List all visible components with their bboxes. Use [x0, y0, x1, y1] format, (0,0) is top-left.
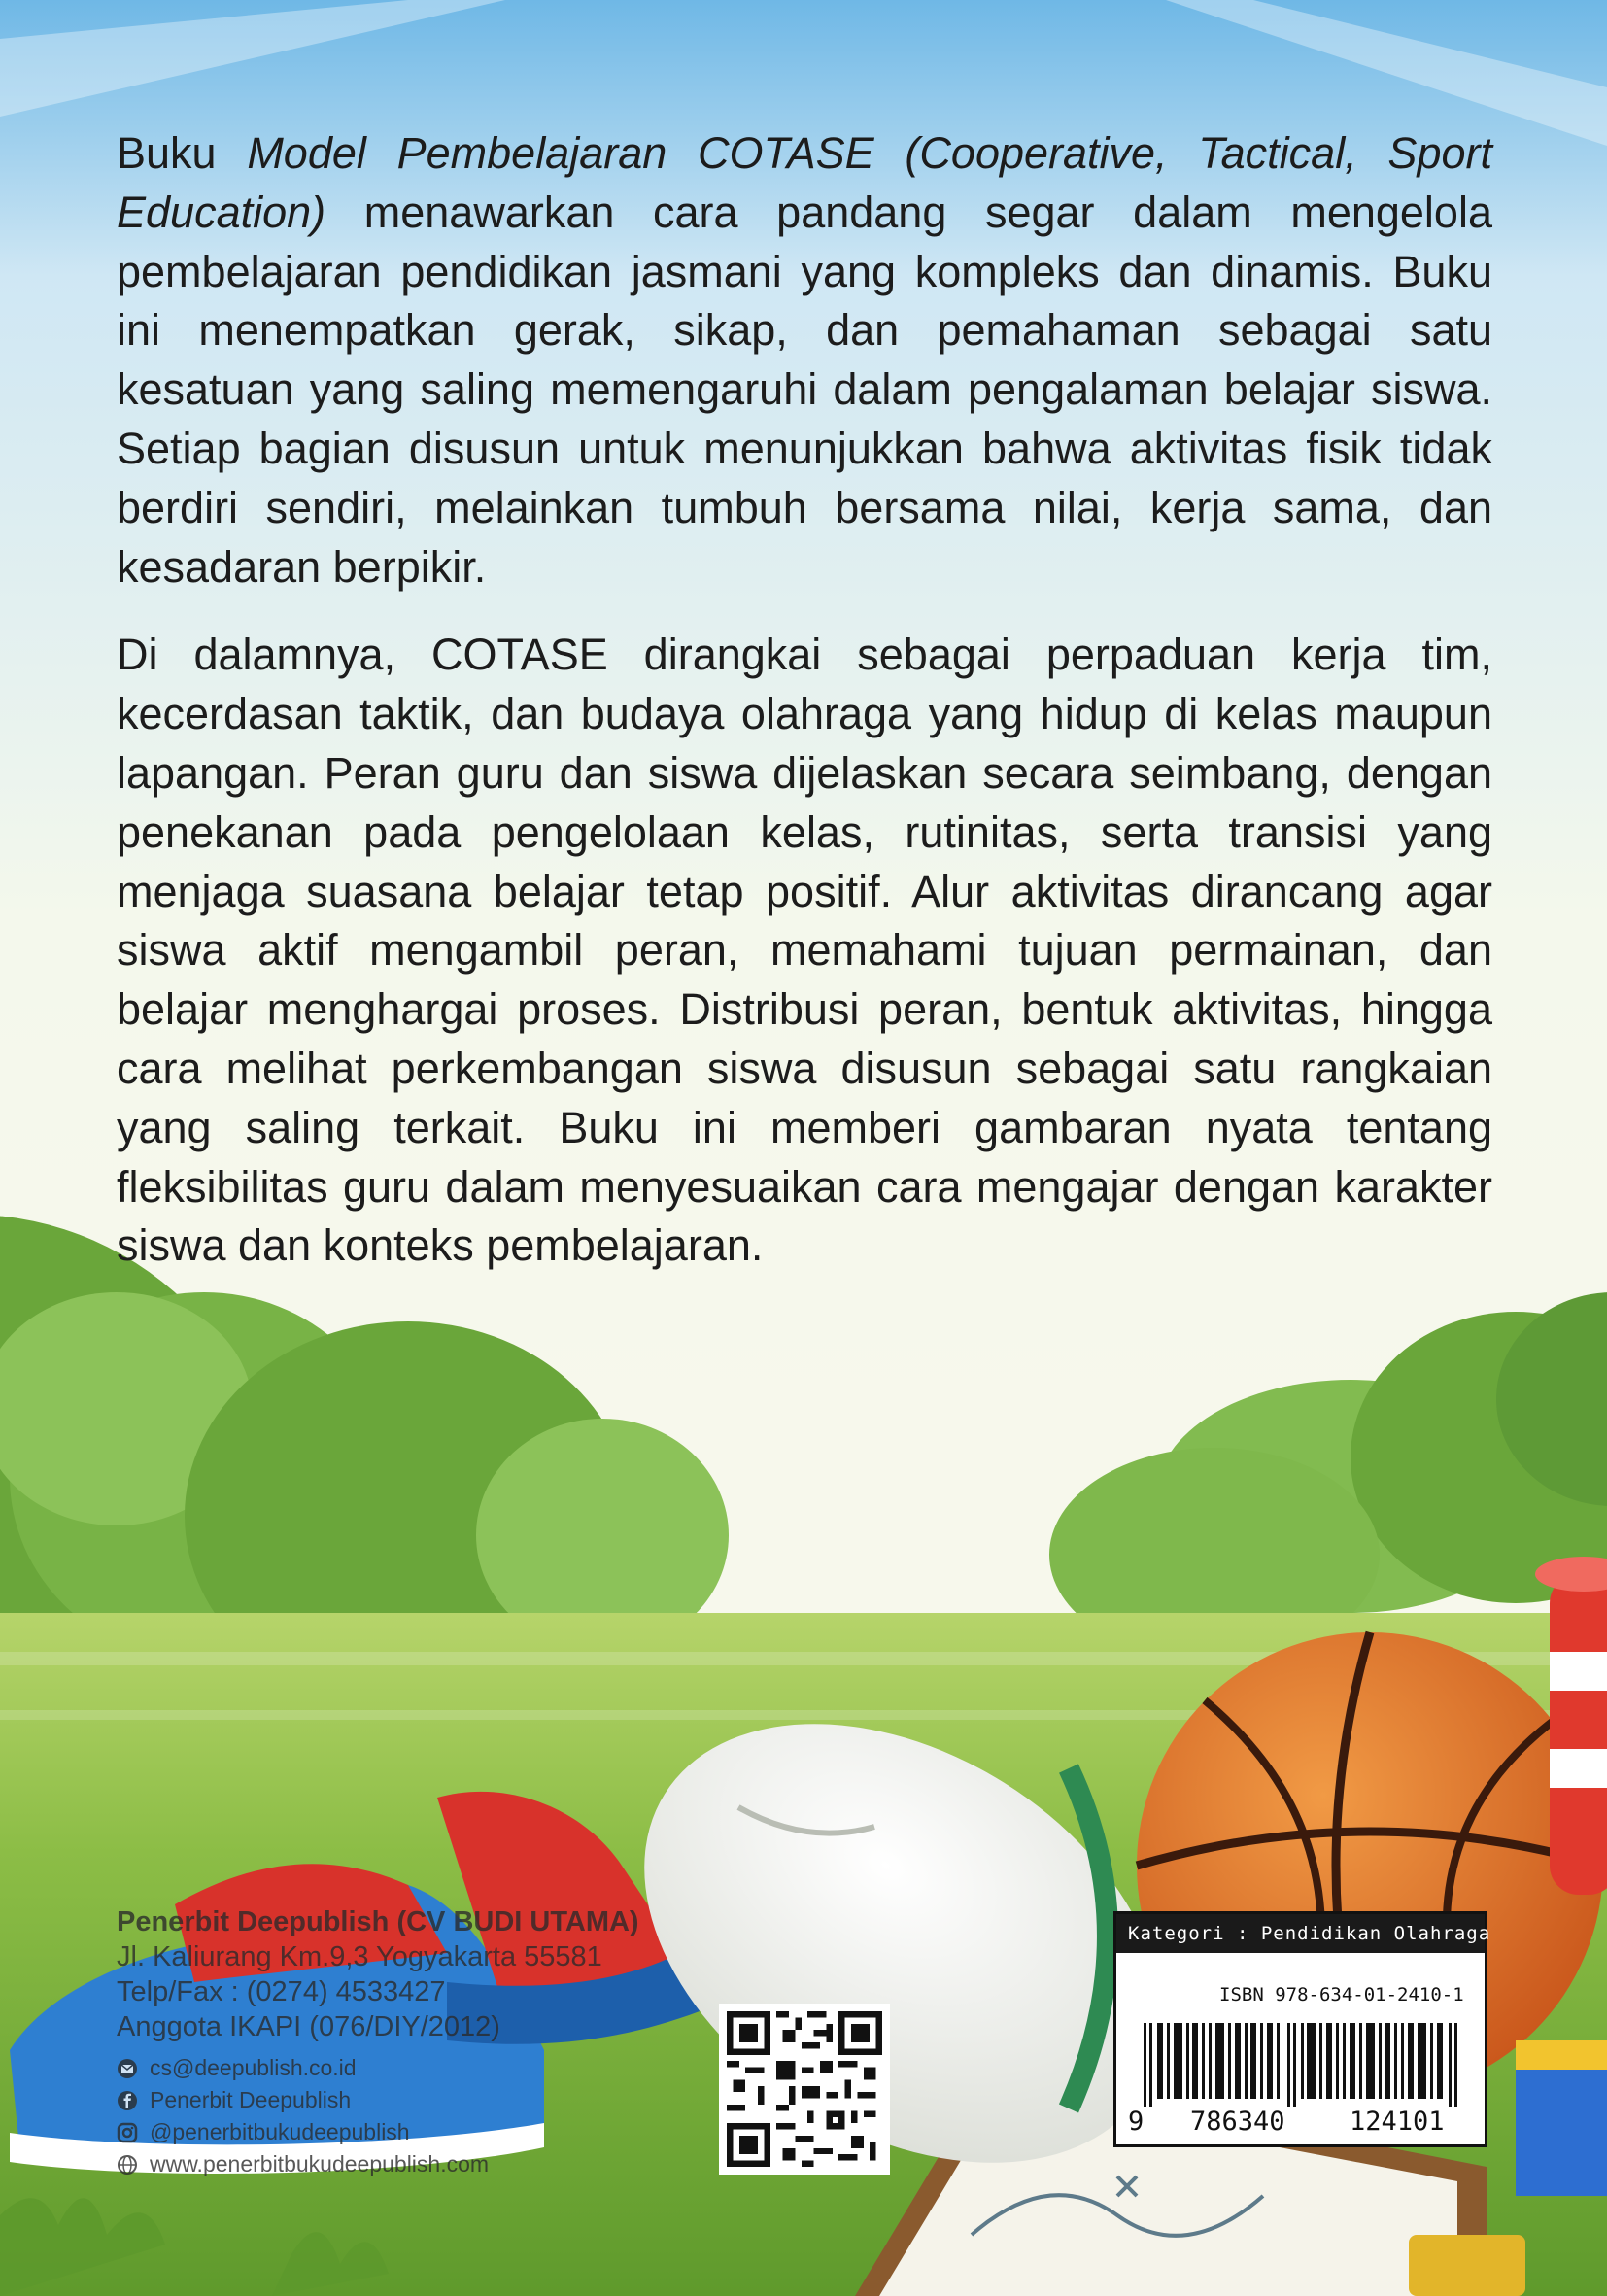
barcode-digit-group-2: 124101	[1350, 2107, 1445, 2137]
publisher-info	[117, 1904, 700, 2180]
facebook-icon	[117, 2090, 138, 2111]
barcode-bars	[1144, 2023, 1464, 2107]
isbn-number: ISBN 978-634-01-2410-1	[1219, 1984, 1464, 2005]
email-text: cs@deepublish.co.id	[150, 2055, 357, 2080]
contact-email	[117, 2052, 700, 2084]
facebook-text: Penerbit Deepublish	[150, 2087, 352, 2112]
blurb-paragraph-2: Di dalamnya, COTASE dirangkai sebagai perpaduan kerja tim, kecerdasan taktik, dan budaya olahraga yang hidup di kelas maupun lapangan. Peran guru dan siswa dijelaskan secara seimbang, dengan penekanan pada pengelolaan kelas, rutinitas, serta transisi yang menjaga suasana belajar tetap positif. Alur aktivitas dirancang agar siswa aktif mengambil peran, memahami tujuan permainan, dan belajar menghargai proses. Distribusi peran, bentuk aktivitas, hingga cara melihat perkembangan siswa disusun sebagai satu rangkaian yang saling terkait. Buku ini memberi gambaran nyata tentang fleksibilitas guru dalam menyesuaikan cara mengajar dengan karakter siswa dan konteks pembelajaran.	[117, 630, 1492, 1271]
instagram-text: @penerbitbukudeepublish	[150, 2119, 410, 2144]
contact-website	[117, 2148, 700, 2180]
email-icon	[117, 2058, 138, 2079]
book-title-italic: Model Pembelajaran COTASE (Cooperative, Tactical, Sport Education)	[117, 128, 1492, 237]
qr-code	[719, 2004, 890, 2175]
qr-code-pattern	[727, 2011, 882, 2167]
publisher-phone: Telp/Fax : (0274) 4533427	[117, 1976, 446, 2007]
barcode-digit-group-1: 786340	[1190, 2107, 1285, 2137]
publisher-membership: Anggota IKAPI (076/DIY/2012)	[117, 2011, 500, 2042]
blurb-paragraph-1	[117, 124, 1492, 597]
back-cover-blurb	[117, 124, 1492, 1305]
instagram-icon	[117, 2122, 138, 2143]
globe-icon	[117, 2154, 138, 2176]
publisher-name: Penerbit Deepublish (CV BUDI UTAMA)	[117, 1906, 639, 1937]
website-text: www.penerbitbukudeepublish.com	[150, 2151, 490, 2176]
isbn-barcode-box	[1113, 1911, 1491, 2147]
barcode-digit-first: 9	[1128, 2107, 1145, 2137]
blurb-lead-text: Buku	[117, 128, 248, 178]
publisher-address: Jl. Kaliurang Km.9,3 Yogyakarta 55581	[117, 1941, 602, 1972]
contact-instagram	[117, 2116, 700, 2148]
category-label: Kategori : Pendidikan Olahraga	[1116, 1914, 1485, 1953]
contact-facebook	[117, 2084, 700, 2116]
blurb-paragraph-1-text: menawarkan cara pandang segar dalam mengelola pembelajaran pendidikan jasmani yang kompleks dan dinamis. Buku ini menempatkan gerak, sikap, dan pemahaman sebagai satu kesatuan yang saling memengaruhi dalam pengalaman belajar siswa. Setiap bagian disusun untuk menunjukkan bahwa aktivitas fisik tidak berdiri sendiri, melainkan tumbuh bersama nilai, kerja sama, dan kesadaran berpikir.	[117, 187, 1492, 592]
